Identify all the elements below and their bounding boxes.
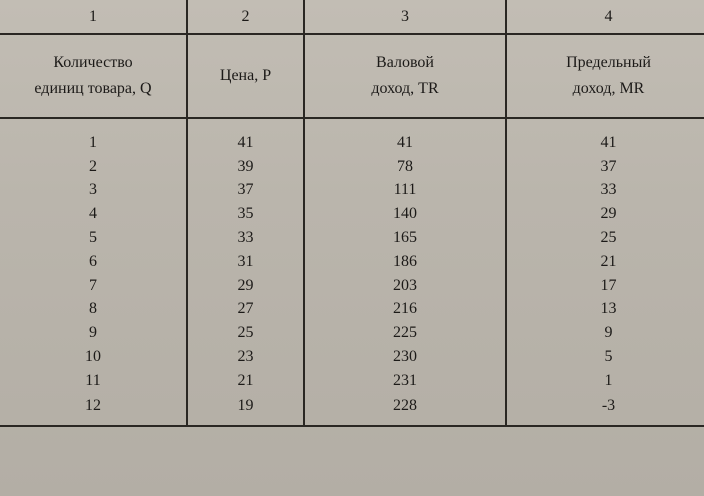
cell-total-revenue: 186 xyxy=(304,250,506,274)
cell-quantity: 9 xyxy=(0,321,187,345)
table-row xyxy=(0,202,704,226)
cell-total-revenue: 140 xyxy=(304,202,506,226)
table-row xyxy=(0,274,704,298)
column-number: 2 xyxy=(187,0,304,34)
column-number: 4 xyxy=(506,0,704,34)
cell-price: 31 xyxy=(187,250,304,274)
cell-quantity: 3 xyxy=(0,179,187,203)
table-row xyxy=(0,118,704,155)
header-price: Цена, P xyxy=(187,34,304,118)
cell-marginal-revenue: 25 xyxy=(506,226,704,250)
cell-price: 23 xyxy=(187,345,304,369)
cell-total-revenue: 111 xyxy=(304,179,506,203)
cell-total-revenue: 231 xyxy=(304,369,506,393)
cell-marginal-revenue: 37 xyxy=(506,155,704,179)
cell-price: 19 xyxy=(187,393,304,426)
cell-marginal-revenue: 13 xyxy=(506,298,704,322)
column-number: 1 xyxy=(0,0,187,34)
cell-quantity: 12 xyxy=(0,393,187,426)
cell-quantity: 7 xyxy=(0,274,187,298)
cell-quantity: 2 xyxy=(0,155,187,179)
cell-marginal-revenue: 9 xyxy=(506,321,704,345)
cell-price: 21 xyxy=(187,369,304,393)
cell-total-revenue: 41 xyxy=(304,118,506,155)
table-row xyxy=(0,250,704,274)
cell-marginal-revenue: 5 xyxy=(506,345,704,369)
cell-total-revenue: 78 xyxy=(304,155,506,179)
cell-quantity: 8 xyxy=(0,298,187,322)
table-row xyxy=(0,369,704,393)
table-body xyxy=(0,118,704,426)
header-quantity: Количество единиц товара, Q xyxy=(0,34,187,118)
table-row xyxy=(0,321,704,345)
cell-price: 27 xyxy=(187,298,304,322)
cell-marginal-revenue: 21 xyxy=(506,250,704,274)
cell-total-revenue: 216 xyxy=(304,298,506,322)
cell-quantity: 11 xyxy=(0,369,187,393)
cell-total-revenue: 165 xyxy=(304,226,506,250)
column-number-row xyxy=(0,0,704,34)
cell-price: 33 xyxy=(187,226,304,250)
cell-marginal-revenue: 1 xyxy=(506,369,704,393)
header-row xyxy=(0,34,704,118)
header-total-revenue: Валовой доход, TR xyxy=(304,34,506,118)
cell-marginal-revenue: 17 xyxy=(506,274,704,298)
table-row xyxy=(0,179,704,203)
cell-price: 41 xyxy=(187,118,304,155)
cell-quantity: 1 xyxy=(0,118,187,155)
table-row xyxy=(0,393,704,426)
table-row xyxy=(0,226,704,250)
table-row xyxy=(0,155,704,179)
cell-marginal-revenue: 33 xyxy=(506,179,704,203)
cell-price: 25 xyxy=(187,321,304,345)
cell-quantity: 4 xyxy=(0,202,187,226)
cell-total-revenue: 203 xyxy=(304,274,506,298)
cell-price: 37 xyxy=(187,179,304,203)
header-marginal-revenue: Предельный доход, MR xyxy=(506,34,704,118)
cell-total-revenue: 225 xyxy=(304,321,506,345)
column-number: 3 xyxy=(304,0,506,34)
cell-quantity: 6 xyxy=(0,250,187,274)
cell-quantity: 10 xyxy=(0,345,187,369)
cell-marginal-revenue: 41 xyxy=(506,118,704,155)
cell-marginal-revenue: 29 xyxy=(506,202,704,226)
table-row xyxy=(0,298,704,322)
cell-marginal-revenue: -3 xyxy=(506,393,704,426)
cell-price: 29 xyxy=(187,274,304,298)
cell-price: 39 xyxy=(187,155,304,179)
cell-total-revenue: 230 xyxy=(304,345,506,369)
table-row xyxy=(0,345,704,369)
cell-quantity: 5 xyxy=(0,226,187,250)
cell-total-revenue: 228 xyxy=(304,393,506,426)
cell-price: 35 xyxy=(187,202,304,226)
